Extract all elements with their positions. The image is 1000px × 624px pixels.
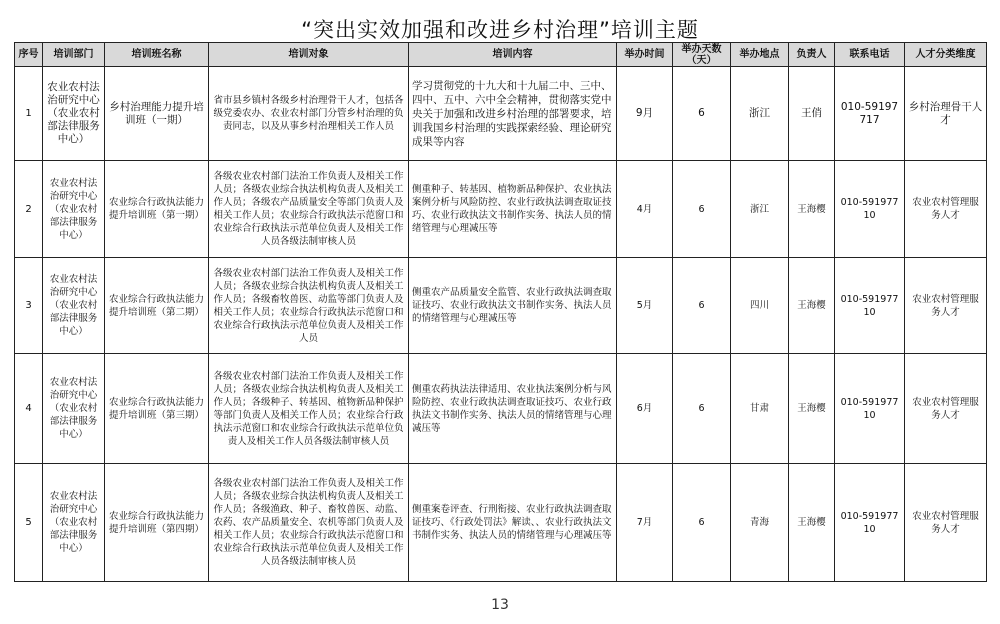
- cell-place: 甘肃: [731, 354, 789, 464]
- cell-time: 9月: [617, 67, 673, 161]
- cell-time: 5月: [617, 258, 673, 354]
- cell-dept: 农业农村法治研究中心（农业农村部法律服务中心）: [43, 161, 105, 258]
- cell-days: 6: [673, 258, 731, 354]
- cell-name: 农业综合行政执法能力提升培训班（第四期）: [105, 464, 209, 582]
- cell-no: 4: [15, 354, 43, 464]
- page-number: 13: [491, 597, 509, 613]
- cell-target: 各级农业农村部门法治工作负责人及相关工作人员；各级农业综合执法机构负责人及相关工作人员；各级畜牧兽医、动监等部门负责人及相关工作人员；农业综合行政执法示范窗口和农业综合行政执法示范单位负责人及相关工作人员: [209, 258, 409, 354]
- cell-name: 农业综合行政执法能力提升培训班（第一期）: [105, 161, 209, 258]
- header-content: 培训内容: [409, 43, 617, 67]
- cell-no: 1: [15, 67, 43, 161]
- cell-dept: 农业农村法治研究中心（农业农村部法律服务中心）: [43, 464, 105, 582]
- cell-place: 浙江: [731, 161, 789, 258]
- header-days: 举办天数（天）: [673, 43, 731, 67]
- cell-days: 6: [673, 354, 731, 464]
- cell-time: 7月: [617, 464, 673, 582]
- header-no: 序号: [15, 43, 43, 67]
- cell-phone: 010-59197710: [835, 354, 905, 464]
- cell-phone: 010-59197710: [835, 161, 905, 258]
- header-dept: 培训部门: [43, 43, 105, 67]
- cell-person: 王海樱: [789, 161, 835, 258]
- table-row: [15, 464, 987, 582]
- cell-target: 省市县乡镇村各级乡村治理骨干人才，包括各级党委农办、农业农村部门分管乡村治理的负责同志，以及从事乡村治理相关工作人员: [209, 67, 409, 161]
- cell-content: 侧重农产品质量安全监管、农业行政执法调查取证技巧、农业行政执法文书制作实务、执法人员的情绪管理与心理减压等: [409, 258, 617, 354]
- table-row: [15, 354, 987, 464]
- cell-target: 各级农业农村部门法治工作负责人及相关工作人员；各级农业综合执法机构负责人及相关工作人员；各级渔政、种子、畜牧兽医、动监、农药、农产品质量安全、农机等部门负责人及相关工作人员；农业综合行政执法示范窗口和农业综合行政执法示范单位负责人及相关工作人员各级法制审核人员: [209, 464, 409, 582]
- cell-place: 浙江: [731, 67, 789, 161]
- header-name: 培训班名称: [105, 43, 209, 67]
- cell-days: 6: [673, 67, 731, 161]
- table-row: [15, 258, 987, 354]
- cell-target: 各级农业农村部门法治工作负责人及相关工作人员；各级农业综合执法机构负责人及相关工作人员；各级农产品质量安全等部门负责人及相关工作人员；农业综合行政执法示范窗口和农业综合行政执法示范单位负责人及相关工作人员各级法制审核人员: [209, 161, 409, 258]
- cell-time: 6月: [617, 354, 673, 464]
- cell-dept: 农业农村法治研究中心（农业农村部法律服务中心）: [43, 258, 105, 354]
- cell-content: 侧重案卷评查、行刑衔接、农业行政执法调查取证技巧、《行政处罚法》解读、、农业行政执法文书制作实务、执法人员的情绪管理与心理减压等: [409, 464, 617, 582]
- header-time: 举办时间: [617, 43, 673, 67]
- table-row: [15, 161, 987, 258]
- cell-place: 青海: [731, 464, 789, 582]
- cell-category: 农业农村管理服务人才: [905, 161, 987, 258]
- table-row: [15, 67, 987, 161]
- cell-time: 4月: [617, 161, 673, 258]
- cell-person: 王海樱: [789, 258, 835, 354]
- cell-category: 农业农村管理服务人才: [905, 354, 987, 464]
- cell-dept: 农业农村法治研究中心（农业农村部法律服务中心）: [43, 67, 105, 161]
- cell-person: 王海樱: [789, 354, 835, 464]
- cell-category: 农业农村管理服务人才: [905, 464, 987, 582]
- cell-dept: 农业农村法治研究中心（农业农村部法律服务中心）: [43, 354, 105, 464]
- header-person: 负责人: [789, 43, 835, 67]
- header-target: 培训对象: [209, 43, 409, 67]
- cell-phone: 010-59197717: [835, 67, 905, 161]
- cell-content: 侧重农药执法法律适用、农业执法案例分析与风险防控、农业行政执法调查取证技巧、农业行政执法文书制作实务、执法人员的情绪管理与心理减压等: [409, 354, 617, 464]
- header-place: 举办地点: [731, 43, 789, 67]
- cell-name: 农业综合行政执法能力提升培训班（第二期）: [105, 258, 209, 354]
- cell-category: 乡村治理骨干人才: [905, 67, 987, 161]
- cell-category: 农业农村管理服务人才: [905, 258, 987, 354]
- cell-name: 农业综合行政执法能力提升培训班（第三期）: [105, 354, 209, 464]
- cell-name: 乡村治理能力提升培训班（一期）: [105, 67, 209, 161]
- header-row: [15, 43, 987, 67]
- document-title: “突出实效加强和改进乡村治理”培训主题: [301, 18, 699, 42]
- cell-days: 6: [673, 161, 731, 258]
- cell-place: 四川: [731, 258, 789, 354]
- cell-person: 王海樱: [789, 464, 835, 582]
- cell-phone: 010-59197710: [835, 258, 905, 354]
- cell-phone: 010-59197710: [835, 464, 905, 582]
- cell-no: 5: [15, 464, 43, 582]
- cell-no: 3: [15, 258, 43, 354]
- cell-days: 6: [673, 464, 731, 582]
- cell-no: 2: [15, 161, 43, 258]
- header-phone: 联系电话: [835, 43, 905, 67]
- cell-content: 侧重种子、转基因、植物新品种保护、农业执法案例分析与风险防控、农业行政执法调查取证技巧、农业行政执法文书制作实务、执法人员的情绪管理与心理减压等: [409, 161, 617, 258]
- cell-target: 各级农业农村部门法治工作负责人及相关工作人员；各级农业综合执法机构负责人及相关工作人员；各级种子、转基因、植物新品种保护等部门负责人及相关工作人员；农业综合行政执法示范窗口和农业综合行政执法示范单位负责人及相关工作人员各级法制审核人员: [209, 354, 409, 464]
- cell-content: 学习贯彻党的十九大和十九届二中、三中、四中、五中、六中全会精神，贯彻落实党中央关于加强和改进乡村治理的部署要求，培训我国乡村治理的实践探索经验、理论研究成果等内容: [409, 67, 617, 161]
- header-category: 人才分类维度: [905, 43, 987, 67]
- training-table: [14, 42, 987, 582]
- cell-person: 王俏: [789, 67, 835, 161]
